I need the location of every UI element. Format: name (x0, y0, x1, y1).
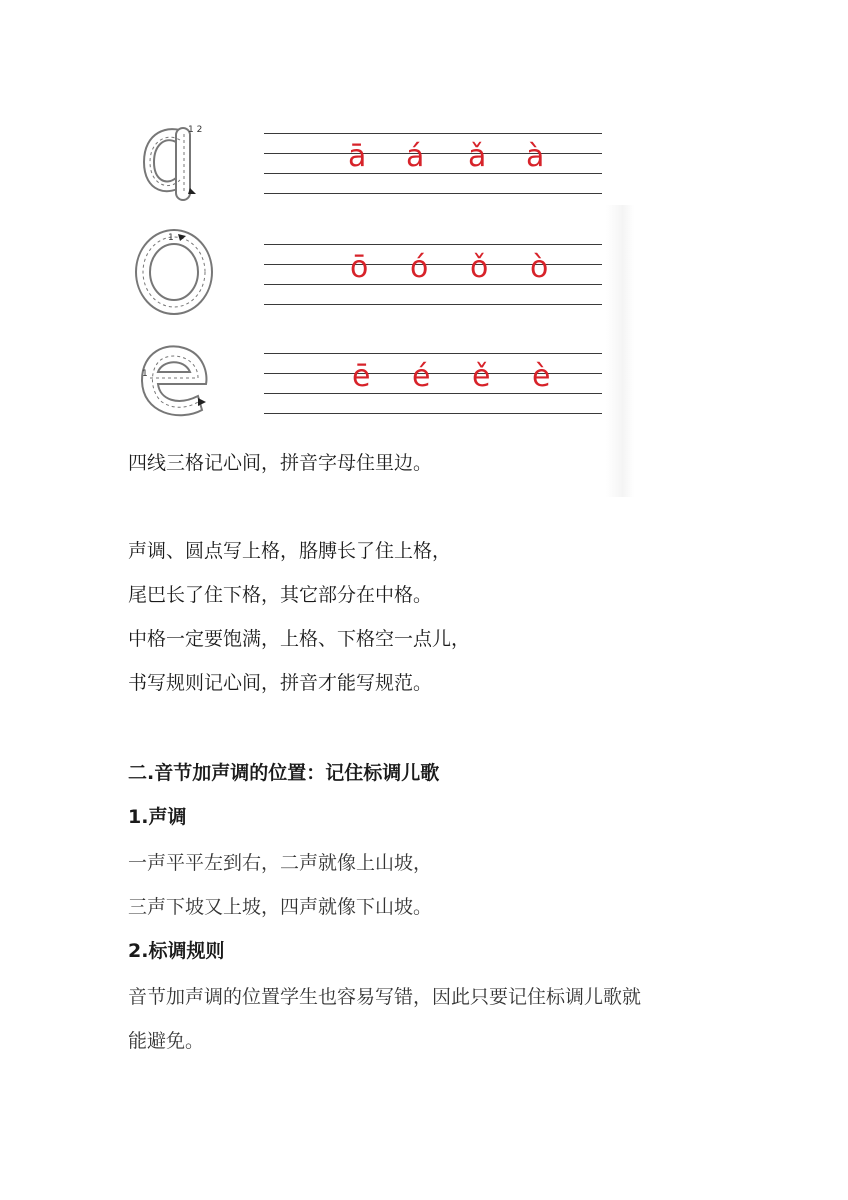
subheading-tones: 1.声调 (128, 806, 187, 828)
tone-mark-e-2: é (412, 359, 431, 394)
letter-o-stroke-icon (128, 226, 220, 318)
tone-rhyme-line-2: 三声下坡又上坡，四声就像下山坡。 (128, 896, 433, 918)
tone-mark-o-1: ō (350, 250, 369, 285)
four-line-staff-e (264, 353, 602, 415)
letter-o-stroke-card (128, 226, 220, 318)
tone-group-e (264, 357, 602, 397)
svg-text:1: 1 (142, 369, 148, 379)
rhyme-line-3: 尾巴长了住下格，其它部分在中格。 (128, 584, 433, 606)
section-heading-tone-position: 二.音节加声调的位置：记住标调儿歌 (128, 762, 440, 784)
rule-paragraph-line-1: 音节加声调的位置学生也容易写错，因此只要记住标调儿歌就 (128, 986, 642, 1008)
letter-e-stroke-card (128, 334, 220, 426)
scan-shadow-edge (606, 205, 634, 497)
tone-rhyme-line-1: 一声平平左到右，二声就像上山坡， (128, 852, 433, 874)
tone-mark-e-3: ě (472, 359, 491, 394)
svg-text:1: 1 (168, 233, 174, 243)
four-line-staff-a (264, 133, 602, 195)
rhyme-line-2: 声调、圆点写上格，胳膊长了住上格， (128, 540, 452, 562)
rhyme-line-5: 书写规则记心间，拼音才能写规范。 (128, 672, 433, 694)
letter-e-stroke-icon (128, 334, 220, 426)
rhyme-line-4: 中格一定要饱满，上格、下格空一点儿， (128, 628, 471, 650)
letter-a-stroke-icon (128, 118, 220, 210)
tone-mark-o-4: ò (530, 250, 549, 285)
rhyme-line-1: 四线三格记心间，拼音字母住里边。 (128, 452, 433, 474)
tone-mark-o-3: ǒ (470, 250, 489, 285)
letter-a-stroke-card (128, 118, 220, 210)
subheading-tone-rules: 2.标调规则 (128, 940, 225, 962)
four-line-staff-o (264, 244, 602, 306)
tone-mark-a-2: á (406, 139, 425, 174)
rule-paragraph-line-2: 能避免。 (128, 1030, 205, 1052)
tone-group-o (264, 248, 602, 288)
tone-mark-a-4: à (526, 139, 545, 174)
tone-group-a (264, 137, 602, 177)
tone-mark-a-3: ǎ (468, 139, 487, 174)
tone-mark-a-1: ā (348, 139, 367, 174)
svg-text:1 2: 1 2 (188, 125, 203, 135)
tone-mark-o-2: ó (410, 250, 429, 285)
tone-mark-e-4: è (532, 359, 551, 394)
tone-mark-e-1: ē (352, 359, 371, 394)
